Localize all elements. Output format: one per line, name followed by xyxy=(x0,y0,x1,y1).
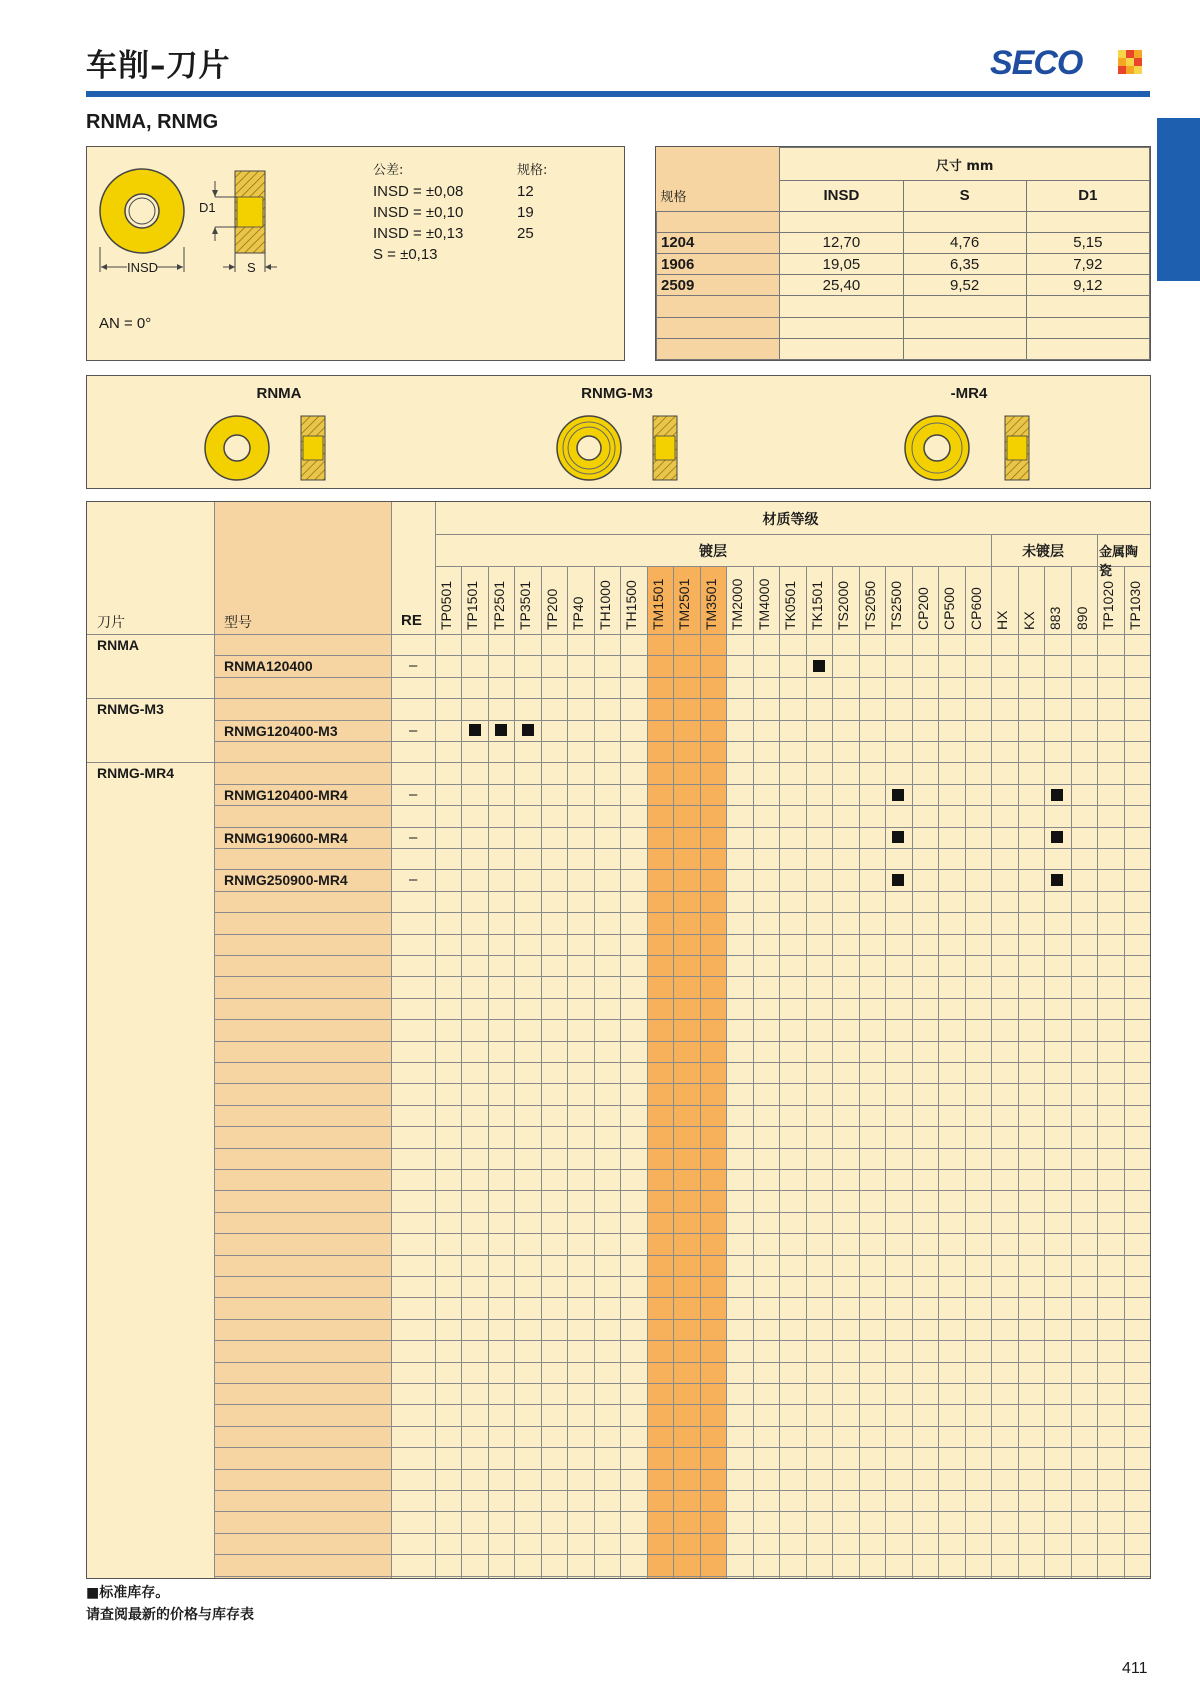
grade-column-line xyxy=(726,566,727,1578)
dimension-row: 2509 25,40 9,52 9,12 xyxy=(657,275,1150,296)
row-line xyxy=(214,1319,1150,1320)
re-value: – xyxy=(409,785,418,803)
grade-label-tp200: TP200 xyxy=(543,588,560,630)
geometry-panel xyxy=(86,375,1151,489)
insert-group-name: RNMG-M3 xyxy=(97,701,164,718)
tolerance-label: 公差: xyxy=(373,163,404,178)
grade-label-tp40: TP40 xyxy=(570,596,587,630)
size-3: 25 xyxy=(517,225,534,242)
row-line xyxy=(214,1212,1150,1213)
grade-label-ts2500: TS2500 xyxy=(888,580,905,630)
row-line xyxy=(214,1340,1150,1341)
dimension-row: 1204 12,70 4,76 5,15 xyxy=(657,232,1150,253)
grade-column-line xyxy=(1044,566,1045,1578)
seco-logo xyxy=(990,42,1142,82)
geometry-label-mr4: -MR4 xyxy=(950,385,988,402)
grade-label-883: 883 xyxy=(1047,606,1064,630)
section-tab[interactable] xyxy=(1157,118,1200,281)
row-line xyxy=(214,1148,1150,1149)
row-line xyxy=(214,655,1150,656)
stock-marker[interactable] xyxy=(892,831,904,843)
stock-marker[interactable] xyxy=(1051,789,1063,801)
stock-marker[interactable] xyxy=(892,789,904,801)
grade-label-cp200: CP200 xyxy=(914,587,931,630)
grade-column-line xyxy=(461,566,462,1578)
dimensions-col-insd: INSD xyxy=(780,181,903,211)
grade-label-tm3501: TM3501 xyxy=(702,578,719,630)
grade-column-line xyxy=(912,566,913,1578)
row-line xyxy=(214,1041,1150,1042)
insd-label: INSD xyxy=(127,260,159,275)
stock-marker[interactable] xyxy=(892,874,904,886)
row-line xyxy=(214,1383,1150,1384)
header-divider xyxy=(435,534,1150,535)
row-line xyxy=(214,1126,1150,1127)
tolerance-1: INSD = ±0,08 xyxy=(373,183,464,200)
row-line xyxy=(214,1511,1150,1512)
row-line xyxy=(214,1533,1150,1534)
row-line xyxy=(214,1447,1150,1448)
grade-column-line xyxy=(965,566,966,1578)
grade-column-line xyxy=(567,566,568,1578)
model-code[interactable]: RNMG120400-MR4 xyxy=(224,786,348,803)
page-title: 车削–刀片 xyxy=(86,48,231,84)
row-line xyxy=(214,976,1150,977)
grade-column-line xyxy=(700,566,701,1578)
stock-legend: ■标准库存。 xyxy=(86,1585,170,1601)
grade-label-tp1030: TP1030 xyxy=(1126,580,1143,630)
row-line xyxy=(214,955,1150,956)
s-label: S xyxy=(247,260,256,275)
grade-column-line xyxy=(779,566,780,1578)
row-line xyxy=(214,1490,1150,1491)
model-code[interactable]: RNMG250900-MR4 xyxy=(224,872,348,889)
coated-group-label: 镀层 xyxy=(699,544,728,560)
grade-column-line xyxy=(832,566,833,1578)
row-line xyxy=(214,827,1150,828)
stock-marker[interactable] xyxy=(813,660,825,672)
grade-column-line xyxy=(620,566,621,1578)
grade-label-tp0501: TP0501 xyxy=(438,580,454,630)
grade-matrix-title: 材质等级 xyxy=(762,512,819,528)
row-line xyxy=(214,1233,1150,1234)
grade-column-line xyxy=(806,566,807,1578)
dimensions-panel xyxy=(655,146,1151,361)
rnmg-m3-insert-icon xyxy=(557,416,677,480)
model-column-fill xyxy=(214,502,391,566)
grade-label-tm4000: TM4000 xyxy=(755,578,772,630)
row-line xyxy=(214,1426,1150,1427)
row-line xyxy=(214,1255,1150,1256)
row-line xyxy=(214,1105,1150,1106)
header-divider xyxy=(435,566,1150,567)
grade-column-line xyxy=(514,566,515,1578)
grade-label-tp1501: TP1501 xyxy=(464,580,481,630)
row-line xyxy=(214,1404,1150,1405)
dimensions-size-header: 规格 xyxy=(660,190,687,206)
grade-label-tp3501: TP3501 xyxy=(517,580,534,630)
logo-text: SECO xyxy=(990,44,1083,82)
row-line xyxy=(214,998,1150,999)
page-number: 411 xyxy=(1122,1660,1148,1677)
grade-column-line xyxy=(1018,566,1019,1578)
row-line xyxy=(214,1576,1150,1577)
grade-label-tk1501: TK1501 xyxy=(808,580,825,630)
re-column-header: RE xyxy=(401,612,422,629)
stock-marker[interactable] xyxy=(1051,874,1063,886)
grade-column-line xyxy=(859,566,860,1578)
dimensions-col-d1: D1 xyxy=(1026,181,1149,211)
row-line xyxy=(214,1276,1150,1277)
row-line xyxy=(214,912,1150,913)
grade-label-kx: KX xyxy=(1020,611,1037,630)
row-line xyxy=(214,805,1150,806)
subtitle: RNMA, RNMG xyxy=(86,111,219,133)
grade-column-line xyxy=(488,566,489,1578)
grade-label-cp500: CP500 xyxy=(941,587,958,630)
grade-column-line xyxy=(541,566,542,1578)
dimensions-col-s: S xyxy=(903,181,1026,211)
insert-column-header: 刀片 xyxy=(97,615,125,631)
grade-label-hx: HX xyxy=(994,610,1011,630)
row-line xyxy=(214,1190,1150,1191)
column-divider xyxy=(214,502,215,1578)
title-rule xyxy=(86,91,1150,97)
stock-marker[interactable] xyxy=(522,724,534,736)
dimensions-title: 尺寸 mm xyxy=(780,148,1150,181)
row-line xyxy=(214,1469,1150,1470)
dimensions-table xyxy=(656,147,1150,360)
grade-column-line xyxy=(1071,566,1072,1578)
grade-label-tm2501: TM2501 xyxy=(676,578,693,630)
row-line xyxy=(214,869,1150,870)
re-value: – xyxy=(409,871,418,889)
geometry-label-rnma: RNMA xyxy=(256,385,302,402)
size-2: 19 xyxy=(517,204,534,221)
re-value: – xyxy=(409,657,418,675)
model-column-header: 型号 xyxy=(224,615,252,631)
grade-label-tp2501: TP2501 xyxy=(490,580,507,630)
row-line xyxy=(214,1297,1150,1298)
grade-label-ts2000: TS2000 xyxy=(835,580,852,630)
grade-matrix xyxy=(86,501,1151,1579)
size-label: 规格: xyxy=(517,163,548,178)
grade-column-line xyxy=(1124,566,1125,1578)
model-code[interactable]: RNMA120400 xyxy=(224,658,313,675)
grade-label-ts2050: TS2050 xyxy=(861,580,878,630)
grade-column-line xyxy=(1097,534,1098,1578)
re-value: – xyxy=(409,828,418,846)
dimension-row: 1906 19,05 6,35 7,92 xyxy=(657,253,1150,274)
grade-label-tm1501: TM1501 xyxy=(649,578,666,630)
grade-column-line xyxy=(673,566,674,1578)
row-line xyxy=(214,934,1150,935)
grade-column-line xyxy=(991,534,992,1578)
price-note: 请查阅最新的价格与库存表 xyxy=(86,1607,254,1623)
row-line xyxy=(214,741,1150,742)
row-line xyxy=(214,720,1150,721)
cermet-group-label: 金属陶瓷 xyxy=(1099,545,1139,579)
d1-label: D1 xyxy=(199,200,216,215)
row-line xyxy=(214,1554,1150,1555)
insert-group-name: RNMG-MR4 xyxy=(97,765,174,782)
column-divider xyxy=(391,502,392,1578)
row-line xyxy=(214,677,1150,678)
tolerance-4: S = ±0,13 xyxy=(373,246,438,263)
row-line xyxy=(214,784,1150,785)
row-line xyxy=(214,1169,1150,1170)
stock-marker[interactable] xyxy=(1051,831,1063,843)
tolerance-2: INSD = ±0,10 xyxy=(373,204,464,221)
grade-column-line xyxy=(753,566,754,1578)
grade-label-890: 890 xyxy=(1073,606,1090,630)
geometry-label-rnmg-m3: RNMG-M3 xyxy=(581,385,653,402)
row-line xyxy=(214,1362,1150,1363)
row-line xyxy=(214,1019,1150,1020)
grade-column-line xyxy=(885,566,886,1578)
row-line xyxy=(214,891,1150,892)
grade-column-line xyxy=(594,566,595,1578)
logo-mark-icon xyxy=(1118,50,1142,74)
grade-column-line xyxy=(938,566,939,1578)
stock-marker[interactable] xyxy=(495,724,507,736)
stock-marker[interactable] xyxy=(469,724,481,736)
model-code[interactable]: RNMG120400-M3 xyxy=(224,722,338,739)
spec-panel xyxy=(86,146,625,361)
tolerance-3: INSD = ±0,13 xyxy=(373,225,464,242)
grade-label-tm2000: TM2000 xyxy=(729,578,746,630)
mr4-insert-icon xyxy=(905,416,1029,480)
grade-label-th1500: TH1500 xyxy=(623,580,640,630)
size-1: 12 xyxy=(517,183,534,200)
rnma-insert-icon xyxy=(205,416,325,480)
uncoated-group-label: 未镀层 xyxy=(1022,544,1065,560)
model-code[interactable]: RNMG190600-MR4 xyxy=(224,829,348,846)
re-value: – xyxy=(409,721,418,739)
grade-column-line xyxy=(647,566,648,1578)
row-line xyxy=(214,1083,1150,1084)
grade-label-cp600: CP600 xyxy=(967,587,984,630)
column-divider xyxy=(435,502,436,1578)
insert-group-name: RNMA xyxy=(97,637,139,653)
row-line xyxy=(214,1062,1150,1063)
grade-label-tp1020: TP1020 xyxy=(1100,580,1117,630)
grade-label-tk0501: TK0501 xyxy=(782,580,799,630)
grade-label-th1000: TH1000 xyxy=(596,580,613,630)
row-line xyxy=(214,848,1150,849)
angle-label: AN = 0° xyxy=(99,315,152,332)
